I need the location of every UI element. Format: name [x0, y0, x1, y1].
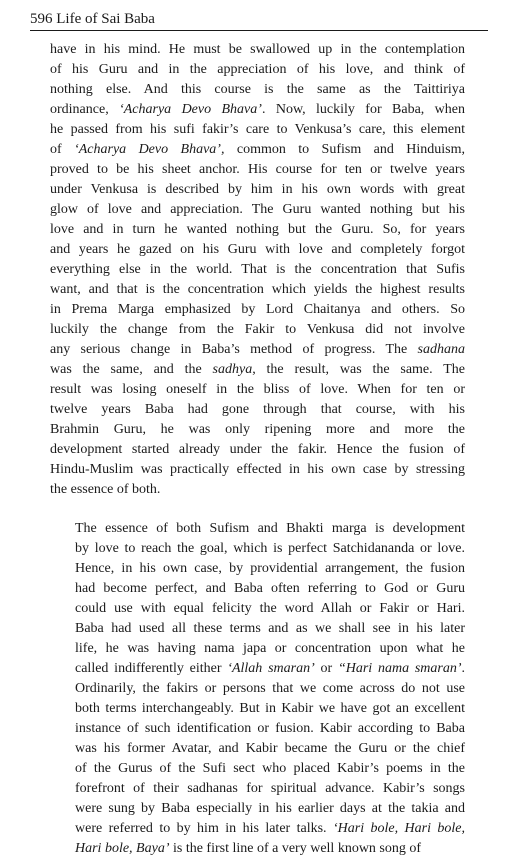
text-run: glow of love and appreciation. The Guru wanted nothing but his — [50, 202, 465, 217]
text-line — [50, 180, 465, 200]
italic-phrase: “Hari nama smaran’ — [337, 661, 462, 676]
text-line — [50, 280, 465, 300]
text-line — [50, 779, 465, 799]
text-run: , the result, was the same. The — [252, 362, 465, 377]
text-line — [50, 40, 465, 60]
paragraph — [50, 40, 465, 500]
text-line — [50, 519, 465, 539]
text-line — [50, 80, 465, 100]
text-line — [50, 799, 465, 819]
text-line — [50, 220, 465, 240]
text-run: forefront of their sadhanas for spiritual advance. Kabir’s songs — [75, 781, 465, 796]
text-line — [50, 300, 465, 320]
text-line — [50, 579, 465, 599]
text-line — [50, 679, 465, 699]
text-run: luckily the change from the Fakir to Venkusa did not involve — [50, 322, 465, 337]
header-rule — [30, 30, 488, 31]
text-run: common to Sufism and Hinduism, — [224, 142, 465, 157]
text-line — [50, 539, 465, 559]
text-line — [50, 100, 465, 120]
text-run: or — [314, 661, 338, 676]
italic-phrase: ‘Acharya Devo Bhava’, — [74, 142, 225, 157]
text-run: Hindu-Muslim was practically effected in his own case by stressing — [50, 462, 465, 477]
text-run: result was losing oneself in the bliss of love. When for ten or — [50, 382, 465, 397]
italic-phrase: sadhya — [212, 362, 253, 377]
text-run: ordinance, — [50, 102, 120, 117]
text-line — [50, 480, 465, 500]
text-run: was the same, and the — [50, 362, 213, 377]
text-line — [50, 60, 465, 80]
text-line — [50, 360, 465, 380]
text-run: and years he gazed on his Guru with love and completely forgot — [50, 242, 465, 257]
text-run: Ordinarily, the fakirs or persons that we come across do not use — [75, 681, 465, 696]
text-run: development started already under the fakir. Hence the fusion of — [50, 442, 465, 457]
text-run: of — [50, 142, 75, 157]
text-run: of his Guru and in the appreciation of his love, and think of — [50, 62, 465, 77]
text-run: by love to reach the goal, which is perfect Satchidananda or love. — [75, 541, 465, 556]
text-run: he passed from his sufi fakir’s care to Venkusa’s care, this element — [50, 122, 465, 137]
text-run: both terms interchangeably. But in Kabir we have got an excellent — [75, 701, 465, 716]
text-run: instance of such identification or fusion. Kabir according to Baba — [75, 721, 465, 736]
text-line — [50, 639, 465, 659]
text-line — [50, 759, 465, 779]
running-header — [30, 10, 490, 28]
text-line — [50, 739, 465, 759]
text-run: were referred to by him in his later talks. — [75, 821, 333, 836]
text-run: had become perfect, and Baba often referring to God or Guru — [75, 581, 465, 596]
running-title: Life of Sai Baba — [56, 11, 155, 27]
text-line — [50, 599, 465, 619]
text-run: proved to be his sheet anchor. His course for ten or twelve years — [50, 162, 465, 177]
text-line — [50, 400, 465, 420]
text-line — [50, 260, 465, 280]
text-run: in Prema Marga emphasized by Lord Chaitanya and others. So — [50, 302, 465, 317]
italic-phrase: ‘Allah smaran’ — [227, 661, 315, 676]
text-line — [50, 420, 465, 440]
text-line — [50, 120, 465, 140]
text-line — [50, 380, 465, 400]
body-text — [50, 40, 465, 859]
text-run: the essence of both. — [50, 482, 161, 497]
text-line — [50, 140, 465, 160]
text-line — [50, 340, 465, 360]
text-run: everything else in the world. That is the concentration that Sufis — [50, 262, 465, 277]
text-run: . Now, luckily for Baba, when — [261, 102, 465, 117]
text-run: Brahmin Guru, he was only ripening more and more the — [50, 422, 465, 437]
text-line — [50, 200, 465, 220]
text-line — [50, 320, 465, 340]
text-run: were sung by Baba especially in his earlier days at the takia and — [75, 801, 465, 816]
page-number: 596 — [30, 11, 53, 27]
text-run: want, and that is the concentration which yields the highest results — [50, 282, 465, 297]
text-run: was his former Avatar, and Kabir became the Guru or the chief — [75, 741, 465, 756]
text-line — [50, 819, 465, 839]
text-line — [50, 440, 465, 460]
text-line — [50, 619, 465, 639]
italic-phrase: Hari bole, Baya’ — [75, 841, 170, 856]
paragraph — [50, 519, 465, 859]
text-run: have in his mind. He must be swallowed up in the contemplation — [50, 42, 465, 57]
text-line — [50, 240, 465, 260]
text-run: Baba had used all these terms and as we shall see in his later — [75, 621, 465, 636]
text-run: . — [461, 661, 465, 676]
text-run: of the Gurus of the Sufi sect who placed Kabir’s poems in the — [75, 761, 465, 776]
text-line — [50, 460, 465, 480]
text-line — [50, 839, 465, 859]
text-line — [50, 160, 465, 180]
text-run: any serious change in Baba’s method of progress. The — [50, 342, 418, 357]
text-run: is the first line of a very well known song of — [169, 841, 422, 856]
text-line — [50, 559, 465, 579]
text-run: under Venkusa is described by him in his own words with great — [50, 182, 465, 197]
text-run: twelve years Baba had gone through that course, with his — [50, 402, 465, 417]
text-line — [50, 719, 465, 739]
text-line — [50, 699, 465, 719]
italic-phrase: ‘Acharya Devo Bhava’ — [119, 102, 262, 117]
text-run: nothing else. And this course is the same as the Taittiriya — [50, 82, 465, 97]
text-run: Hence, in his own case, by providential arrangement, the fusion — [75, 561, 465, 576]
text-run: called indifferently either — [75, 661, 228, 676]
text-run: could use with equal felicity the word Allah or Fakir or Hari. — [75, 601, 465, 616]
italic-phrase: sadhana — [417, 342, 465, 357]
text-run: love and in turn he wanted nothing but the Guru. So, for years — [50, 222, 465, 237]
text-line — [50, 659, 465, 679]
text-run: life, he was having nama japa or concentration upon what he — [75, 641, 465, 656]
text-run: The essence of both Sufism and Bhakti marga is development — [75, 521, 465, 536]
italic-phrase: ‘Hari bole, Hari bole, — [332, 821, 466, 836]
